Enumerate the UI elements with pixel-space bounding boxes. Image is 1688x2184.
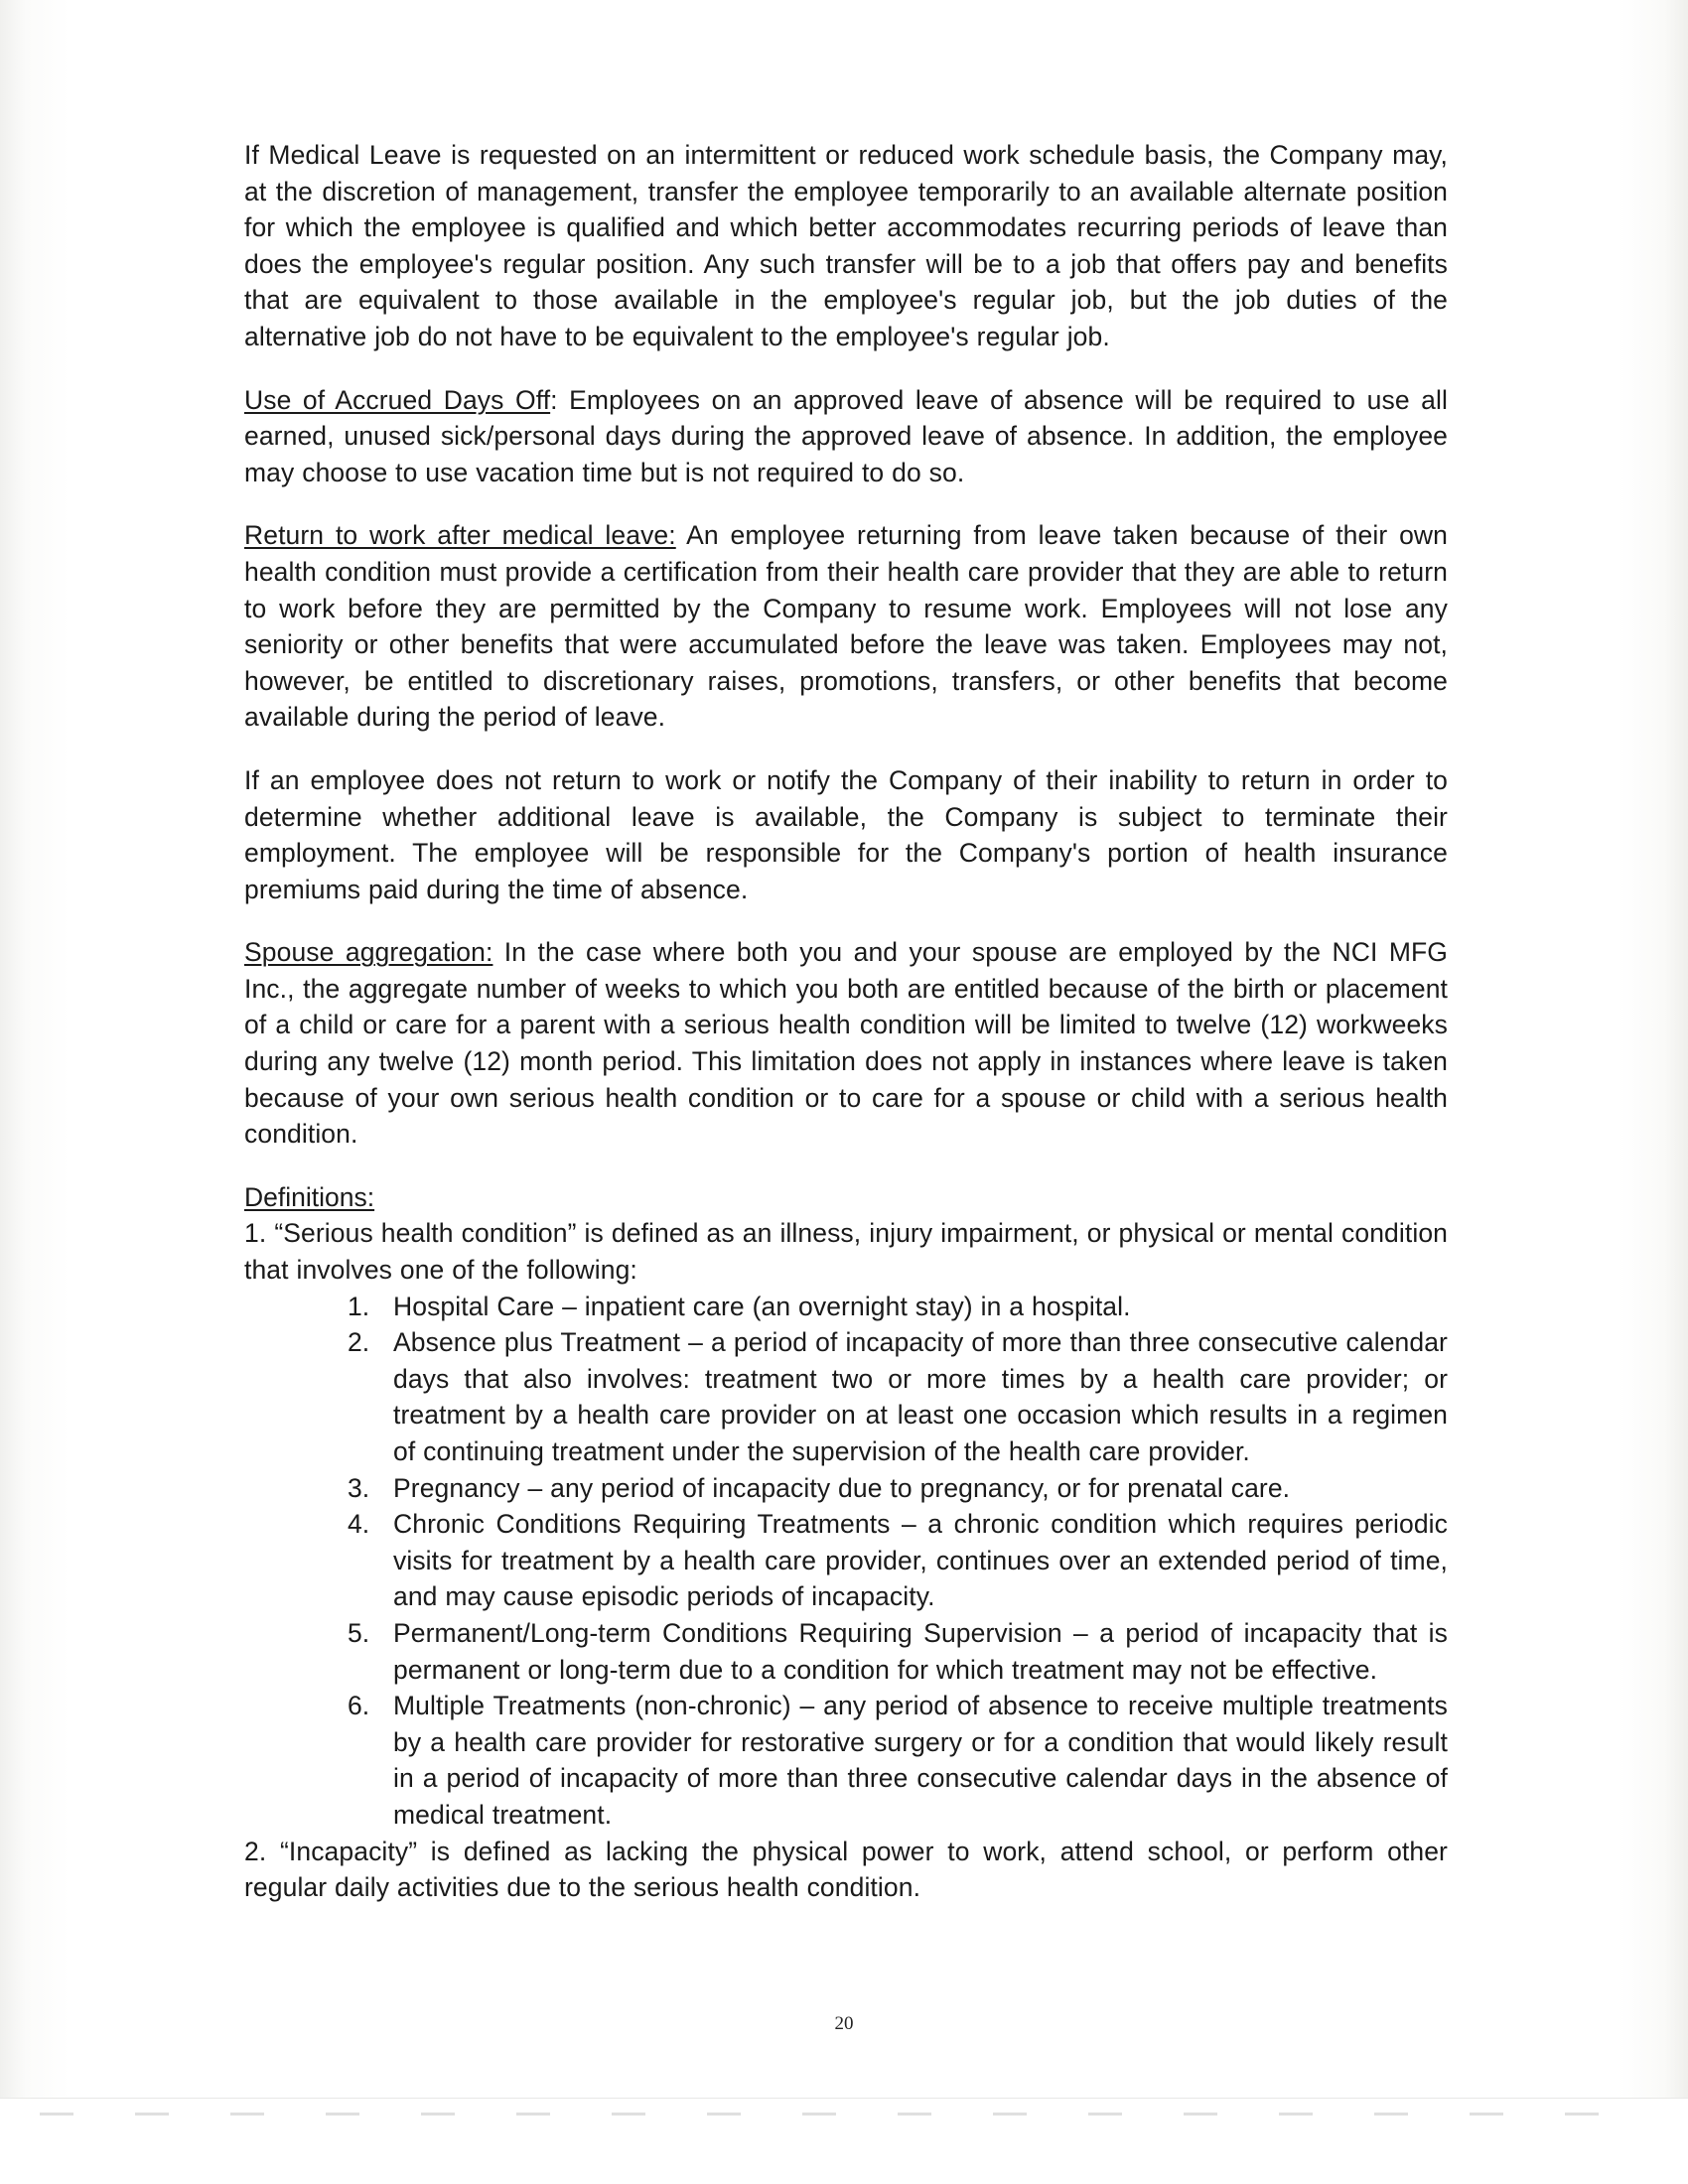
list-item [244,1506,1448,1615]
list-item-text: Absence plus Treatment – a period of incapacity of more than three consecutive calendar days that also involves: treatment two or more times by a health care provider; or treatment by a health care provider on at least one occasion which results in a regimen of continuing treatment under the supervision of the health care provider. [393,1327,1448,1466]
paragraph-intermittent-leave: If Medical Leave is requested on an intermittent or reduced work schedule basis, the Company may, at the discretion of management, transfer the employee temporarily to an available alternate position for which the employee is qualified and which better accommodates recurring periods of leave than does the employee's regular position. Any such transfer will be to a job that offers pay and benefits that are equivalent to those available in the employee's regular job, but the job duties of the alternative job do not have to be equivalent to the employee's regular job. [244,140,1448,351]
list-item [244,1688,1448,1833]
list-item-text: Multiple Treatments (non-chronic) – any period of absence to receive multiple treatments by a health care provider for restorative surgery or for a condition that would likely result in a period of incapacity of more than three consecutive calendar days in the absence of medical treatment. [393,1691,1448,1830]
page-number: 20 [834,2013,854,2034]
section-spouse-aggregation [244,934,1448,1153]
paragraph-failure-to-return: If an employee does not return to work or notify the Company of their inability to return in order to determine whether additional leave is available, the Company is subject to terminate their employment. The employee will be responsible for the Company's portion of health insurance premiums paid during the time of absence. [244,764,1448,904]
list-item-text: Permanent/Long-term Conditions Requiring Supervision – a period of incapacity that is permanent or long-term due to a condition for which treatment may not be effective. [393,1617,1448,1685]
section-accrued-days-off [244,382,1448,491]
section-return-to-work [244,517,1448,736]
list-item-number: 5. [348,1617,370,1648]
list-item [244,1324,1448,1469]
list-item-text: Pregnancy – any period of incapacity due to pregnancy, or for prenatal care. [393,1472,1291,1503]
heading-definitions: Definitions: [244,1181,375,1212]
list-item [244,1470,1448,1507]
heading-accrued-colon: : [550,384,558,415]
definitions-title-line [244,1179,1448,1216]
scan-edge-artifact [0,2098,1688,2184]
section-accrued-days-off-body: Employees on an approved leave of absence will be required to use all earned, unused sick/personal days during the approved leave of absence. In addition, the employee may choose to use vacation time but is not required to do so. [244,384,1448,487]
list-item [244,1615,1448,1688]
section-spouse-aggregation-body: In the case where both you and your spouse are employed by the NCI MFG Inc., the aggregate number of weeks to which you both are entitled because of the birth or placement of a child or care for a parent with a serious health condition will be limited to twelve (12) workweeks during any twelve (12) month period. This limitation does not apply in instances where leave is taken because of your own serious health condition or to care for a spouse or child with a serious health condition. [244,937,1448,1150]
heading-spouse-aggregation: Spouse aggregation: [244,937,493,968]
list-item-number: 3. [348,1472,370,1503]
heading-use-of-accrued-days-off: Use of Accrued Days Off [244,384,551,415]
list-item-number: 6. [348,1691,370,1721]
definitions-sublist [244,1289,1448,1834]
page-body [244,137,1448,1906]
list-item-text: Hospital Care – inpatient care (an overnight stay) in a hospital. [393,1291,1131,1321]
list-item [244,1289,1448,1325]
section-return-to-work-body: An employee returning from leave taken because of their own health condition must provide a certification from their health care provider that they are able to return to work before they are permitted by the Company to resume work. Employees will not lose any seniority or other benefits that were accumulated before the leave was taken. Employees may not, however, be entitled to discretionary raises, promotions, transfers, or other benefits that become available during the period of leave. [244,520,1448,733]
definition-item-1: 1. “Serious health condition” is defined as an illness, injury impairment, or physical or mental condition that involves one of the following: [244,1218,1448,1286]
list-item-number: 1. [348,1291,370,1321]
list-item-number: 4. [348,1509,370,1540]
definition-item-2: 2. “Incapacity” is defined as lacking the physical power to work, attend school, or perform other regular daily activities due to the serious health condition. [244,1836,1448,1903]
heading-return-to-work-after-medical-leave: Return to work after medical leave: [244,520,676,551]
list-item-text: Chronic Conditions Requiring Treatments – a chronic condition which requires periodic visits for treatment by a health care provider, continues over an extended period of time, and may cause episodic periods of incapacity. [393,1509,1448,1612]
list-item-number: 2. [348,1327,370,1358]
